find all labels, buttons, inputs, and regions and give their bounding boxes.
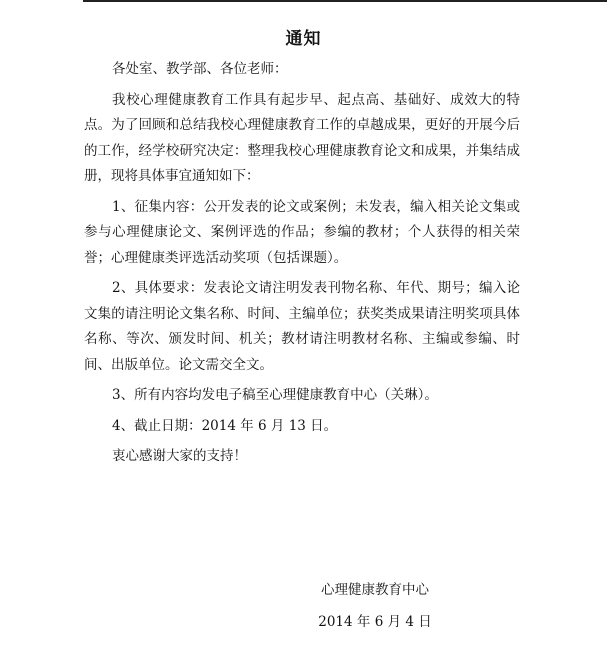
signature-organization: 心理健康教育中心 — [321, 582, 429, 598]
paragraph-intro: 我校心理健康教育工作具有起步早、起点高、基础好、成效大的特点。为了回顾和总结我校心理健康教育工作的卓越成果，更好的开展今后的工作，经学校研究决定：整理我校心理健康教育论文和成果，并集结成册，现将具体事宜通知如下： — [84, 91, 520, 184]
notice-body — [84, 57, 520, 475]
paragraph-item-1: 1、征集内容：公开发表的论文或案例；未发表，编入相关论文集或参与心理健康论文、案例评选的作品；参编的教材；个人获得的相关荣誉；心理健康类评选活动奖项（包括课题）。 — [84, 198, 520, 266]
paragraph-item-4: 4、截止日期：2014 年 6 月 13 日。 — [112, 417, 338, 434]
paragraph-thanks: 衷心感谢大家的支持！ — [112, 448, 247, 464]
salutation: 各处室、教学部、各位老师： — [112, 61, 288, 77]
paragraph-item-2: 2、具体要求：发表论文请注明发表刊物名称、年代、期号；编入论文集的请注明论文集名称、时间、主编单位；获奖类成果请注明奖项具体名称、等次、颁发时间、机关；教材请注明教材名称、主编或参编、时间、出版单位。论文需交全文。 — [84, 280, 520, 373]
notice-title: 通知 — [285, 29, 322, 49]
paragraph-item-3: 3、所有内容均发电子稿至心理健康教育中心（关琳）。 — [112, 387, 438, 403]
top-border-line — [83, 0, 607, 2]
signature-date: 2014 年 6 月 4 日 — [318, 614, 432, 630]
